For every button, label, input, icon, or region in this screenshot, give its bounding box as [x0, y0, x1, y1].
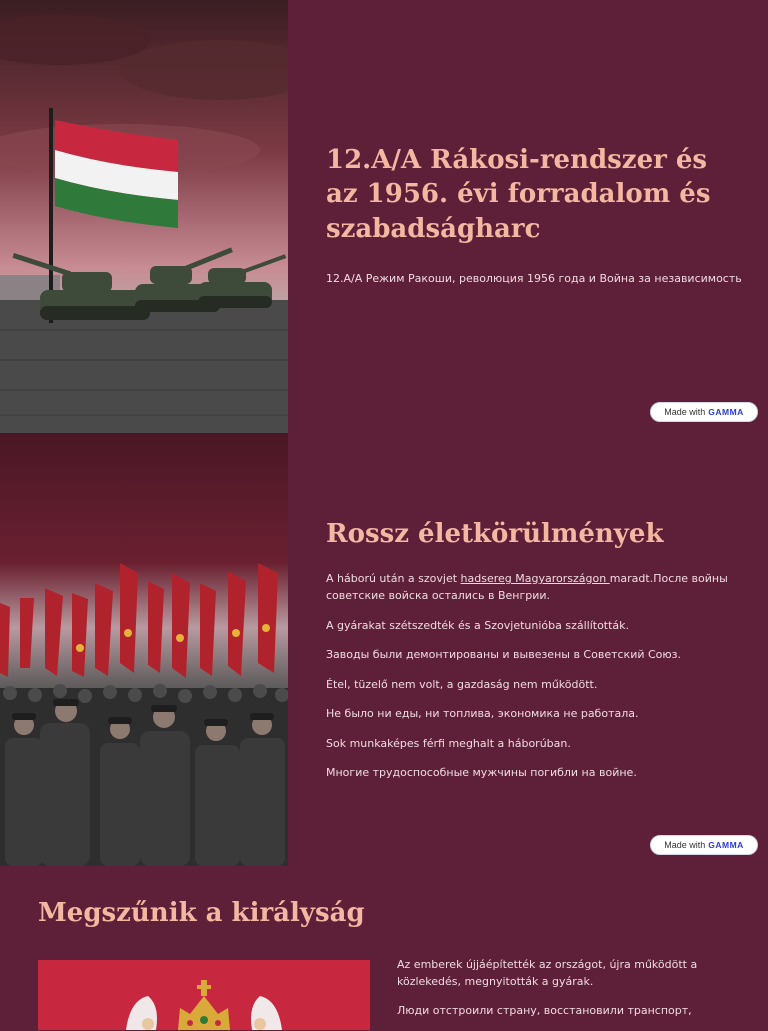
slide-1 — [0, 0, 768, 433]
hungarian-flag-image — [0, 0, 288, 433]
paragraph: A gyárakat szétszedték és a Szovjetunióba szállították. — [326, 618, 630, 632]
coat-of-arms-image — [38, 960, 370, 1030]
paragraph: Заводы были демонтированы и вывезены в Советский Союз. — [326, 648, 682, 661]
paragraph: Люди отстроили страну, восстановили транспорт, — [397, 1004, 692, 1017]
hadsereg-link[interactable]: hadsereg Magyarországon — [460, 572, 610, 585]
slide-2 — [0, 433, 768, 866]
paragraph: Az emberek újjáépítették az országot, újra működött a közlekedés, megnyitották a gyárak. — [397, 958, 698, 988]
made-with-gamma-badge[interactable] — [650, 835, 758, 855]
slide-3 — [0, 866, 768, 1024]
slide-1-subtitle: 12.A/A Режим Ракоши, революция 1956 года и Война за независимость — [326, 272, 742, 285]
paragraph: Sok munkaképes férfi meghalt a háborúban. — [326, 736, 571, 750]
paragraph: Не было ни еды, ни топлива, экономика не работала. — [326, 707, 639, 720]
gamma-logo: GAMMA — [708, 407, 744, 417]
paragraph: Étel, tüzelő nem volt, a gazdaság nem működött. — [326, 677, 598, 691]
badge-prefix: Made with — [664, 840, 706, 850]
slide-1-title: 12.A/A Rákosi-rendszer és az 1956. évi forradalom és szabadságharc — [326, 145, 711, 244]
soviet-flags-crowd-image — [0, 433, 288, 866]
slide-2-title: Rossz életkörülmények — [326, 519, 664, 549]
made-with-gamma-badge[interactable] — [650, 402, 758, 422]
slide-3-title: Megszűnik a királyság — [38, 898, 365, 928]
slide-3-body — [397, 956, 727, 1031]
paragraph: A háború után a szovjet hadsereg Magyarországon maradt.После войны советские войска остались в Венгрии. — [326, 572, 728, 602]
slide-2-body — [326, 570, 736, 794]
gamma-logo: GAMMA — [708, 840, 744, 850]
paragraph: Многие трудоспособные мужчины погибли на войне. — [326, 766, 637, 779]
badge-prefix: Made with — [664, 407, 706, 417]
